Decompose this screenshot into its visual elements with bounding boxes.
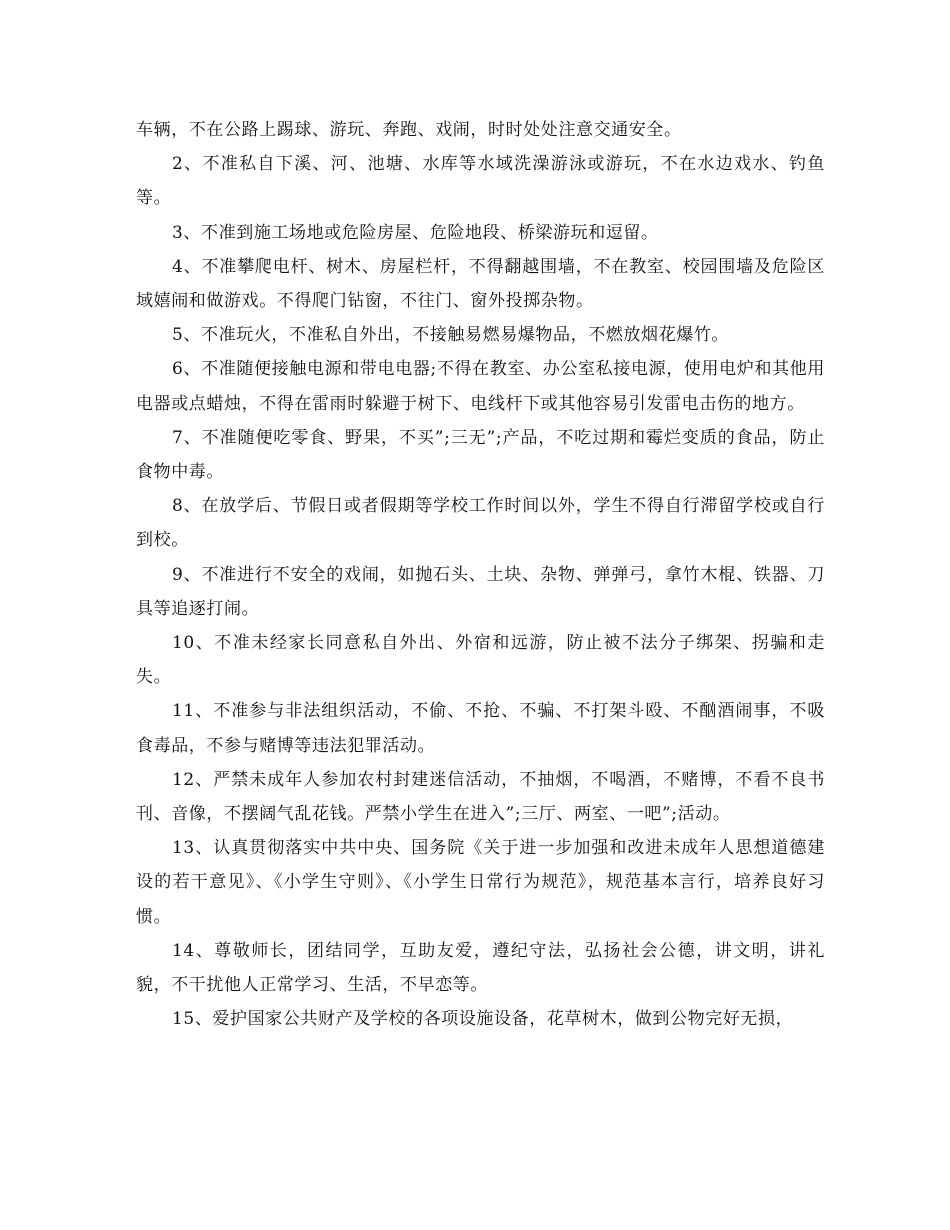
paragraph: 10、不准未经家长同意私自外出、外宿和远游，防止被不法分子绑架、拐骗和走失。 [136, 633, 825, 688]
paragraph: 9、不准进行不安全的戏闹，如抛石头、土块、杂物、弹弹弓，拿竹木棍、铁器、刀具等追逐打闹。 [136, 564, 825, 619]
paragraph: 2、不准私自下溪、河、池塘、水库等水域洗澡游泳或游玩，不在水边戏水、钓鱼等。 [136, 154, 825, 209]
paragraph: 15、爱护国家公共财产及学校的各项设施设备，花草树木，做到公物完好无损， [172, 1009, 794, 1030]
paragraph: 14、尊敬师长，团结同学，互助友爱，遵纪守法，弘扬社会公德，讲文明，讲礼貌，不干扰他人正常学习、生活，不早恋等。 [136, 940, 825, 996]
paragraph: 8、在放学后、节假日或者假期等学校工作时间以外，学生不得自行滞留学校或自行到校。 [136, 496, 825, 551]
paragraph: 7、不准随便吃零食、野果，不买”;三无”;产品，不吃过期和霉烂变质的食品，防止食物中毒。 [136, 427, 825, 483]
paragraph: 13、认真贯彻落实中共中央、国务院《关于进一步加强和改进未成年人思想道德建设的若干意见》、《小学生守则》、《小学生日常行为规范》，规范基本言行，培养良好习惯。 [136, 838, 825, 927]
paragraph: 11、不准参与非法组织活动，不偷、不抢、不骗、不打架斗殴、不酗酒闹事，不吸食毒品，不参与赌博等违法犯罪活动。 [136, 701, 825, 756]
paragraph: 12、严禁未成年人参加农村封建迷信活动，不抽烟，不喝酒，不赌博，不看不良书刊、音像，不摆阔气乱花钱。严禁小学生在进入”;三厅、两室、一吧”;活动。 [136, 769, 825, 825]
paragraph: 5、不准玩火，不准私自外出，不接触易燃易爆物品，不燃放烟花爆竹。 [172, 325, 730, 346]
paragraph: 4、不准攀爬电杆、树木、房屋栏杆，不得翻越围墙，不在教室、校园围墙及危险区域嬉闹和做游戏。不得爬门钻窗，不往门、窗外投掷杂物。 [136, 256, 825, 312]
paragraph: 6、不准随便接触电源和带电电器;不得在教室、办公室私接电源，使用电炉和其他用电器或点蜡烛，不得在雷雨时躲避于树下、电线杆下或其他容易引发雷电击伤的地方。 [136, 359, 825, 414]
paragraph: 3、不准到施工场地或危险房屋、危险地段、桥梁游玩和逗留。 [172, 222, 659, 243]
paragraph: 车辆，不在公路上踢球、游玩、奔跑、戏闹，时时处处注意交通安全。 [136, 120, 682, 140]
body-text [136, 113, 825, 1036]
